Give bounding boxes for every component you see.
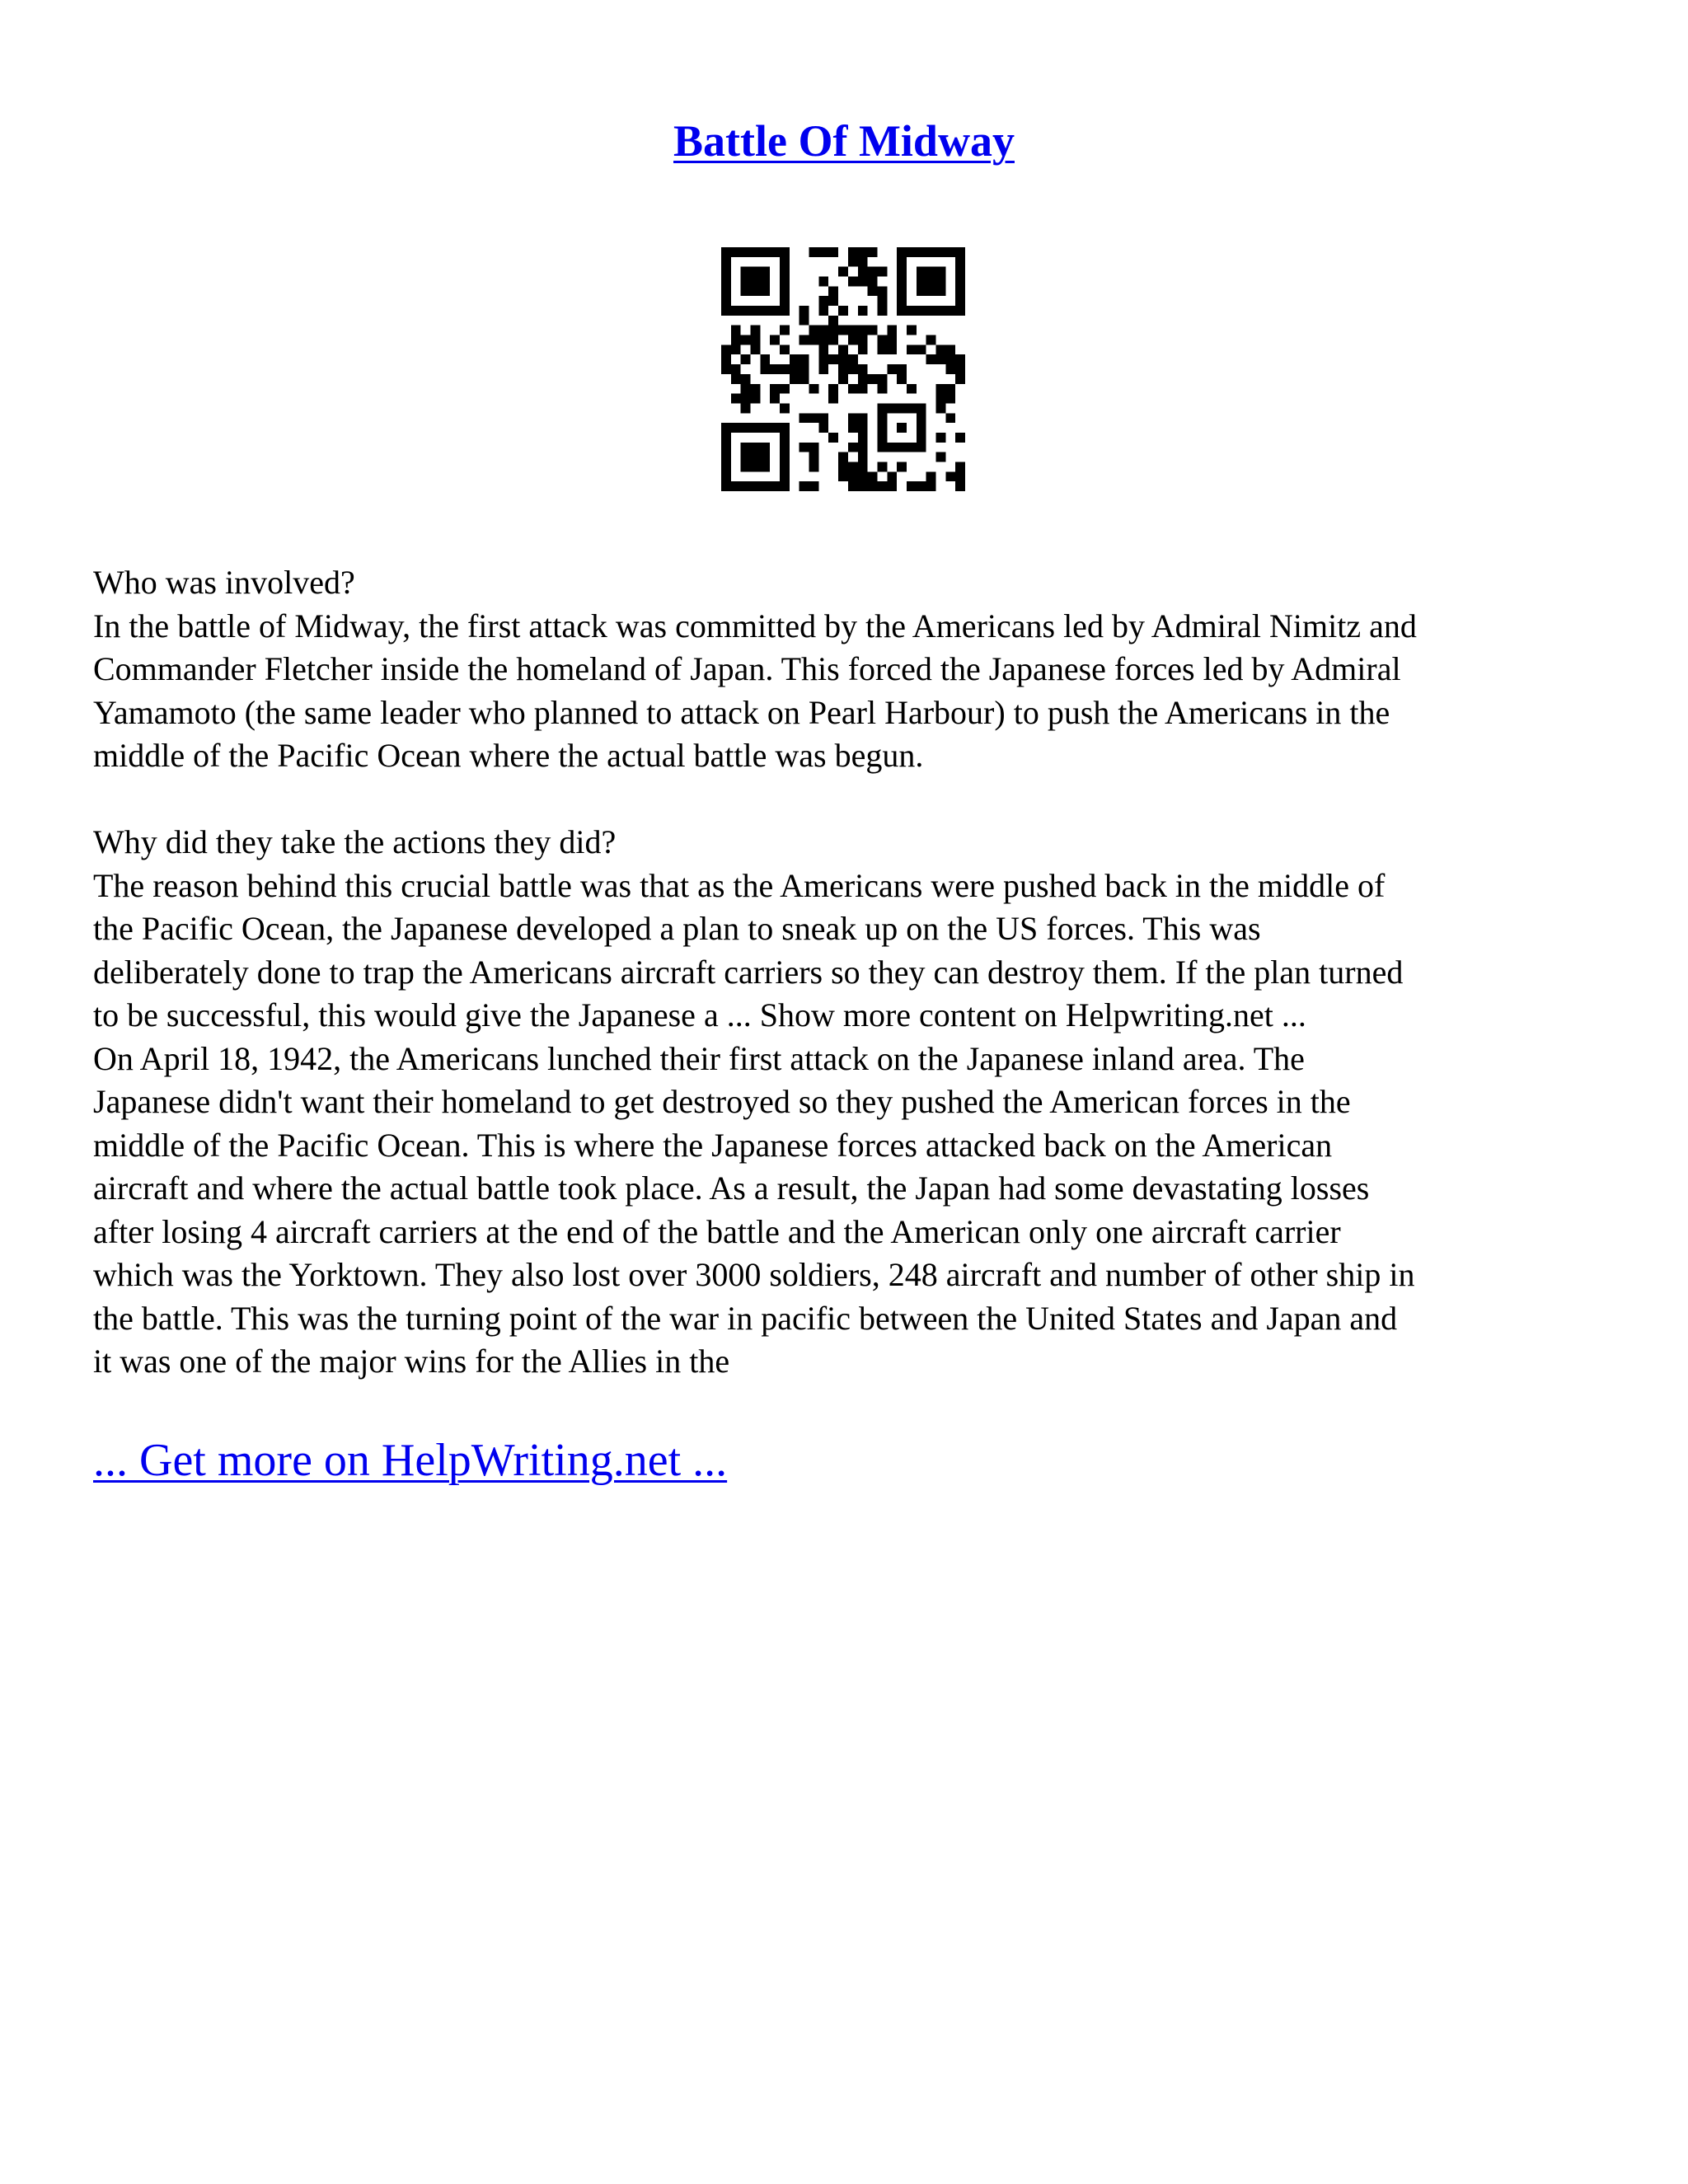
get-more-link[interactable]: ... Get more on HelpWriting.net ... bbox=[93, 1435, 728, 1486]
paragraph-line: after losing 4 aircraft carriers at the end of the battle and the American only one aircraft carrier bbox=[93, 1212, 1341, 1250]
title-container bbox=[0, 115, 1688, 166]
qr-code-icon bbox=[721, 247, 965, 491]
paragraph-line: On April 18, 1942, the Americans lunched their first attack on the Japanese inland area. The bbox=[93, 1039, 1305, 1077]
paragraph-line: the battle. This was the turning point of the war in pacific between the United States and Japan and bbox=[93, 1299, 1398, 1337]
paragraph-line: Japanese didn't want their homeland to get destroyed so they pushed the American forces in the bbox=[93, 1083, 1351, 1120]
page-title-link[interactable]: Battle Of Midway bbox=[673, 116, 1015, 166]
section-heading-involved: Who was involved? bbox=[93, 564, 355, 601]
article-body bbox=[93, 561, 1601, 1384]
paragraph-line: Yamamoto (the same leader who planned to attack on Pearl Harbour) to push the Americans in the bbox=[93, 693, 1390, 731]
paragraph-line: The reason behind this crucial battle was that as the Americans were pushed back in the middle of bbox=[93, 866, 1386, 904]
paragraph-line: which was the Yorktown. They also lost over 3000 soldiers, 248 aircraft and number of other ship in bbox=[93, 1256, 1415, 1293]
paragraph-line: middle of the Pacific Ocean. This is where the Japanese forces attacked back on the American bbox=[93, 1126, 1333, 1164]
paragraph-line: middle of the Pacific Ocean where the actual battle was begun. bbox=[93, 737, 924, 774]
paragraph-gap bbox=[93, 778, 1601, 822]
paragraph-line: Commander Fletcher inside the homeland of Japan. This forced the Japanese forces led by Admiral bbox=[93, 650, 1401, 687]
paragraph-line: it was one of the major wins for the Allies in the bbox=[93, 1343, 730, 1380]
paragraph-line: the Pacific Ocean, the Japanese developed a plan to sneak up on the US forces. This was bbox=[93, 910, 1261, 947]
paragraph-line: In the battle of Midway, the first attack was committed by the Americans led by Admiral Nimitz and bbox=[93, 607, 1417, 644]
section-heading-actions: Why did they take the actions they did? bbox=[93, 823, 617, 860]
paragraph-line: deliberately done to trap the Americans aircraft carriers so they can destroy them. If the plan turned bbox=[93, 953, 1404, 991]
paragraph-line: aircraft and where the actual battle took place. As a result, the Japan had some devastating losses bbox=[93, 1169, 1370, 1207]
paragraph-line: to be successful, this would give the Japanese a ... Show more content on Helpwriting.net ... bbox=[93, 996, 1306, 1033]
